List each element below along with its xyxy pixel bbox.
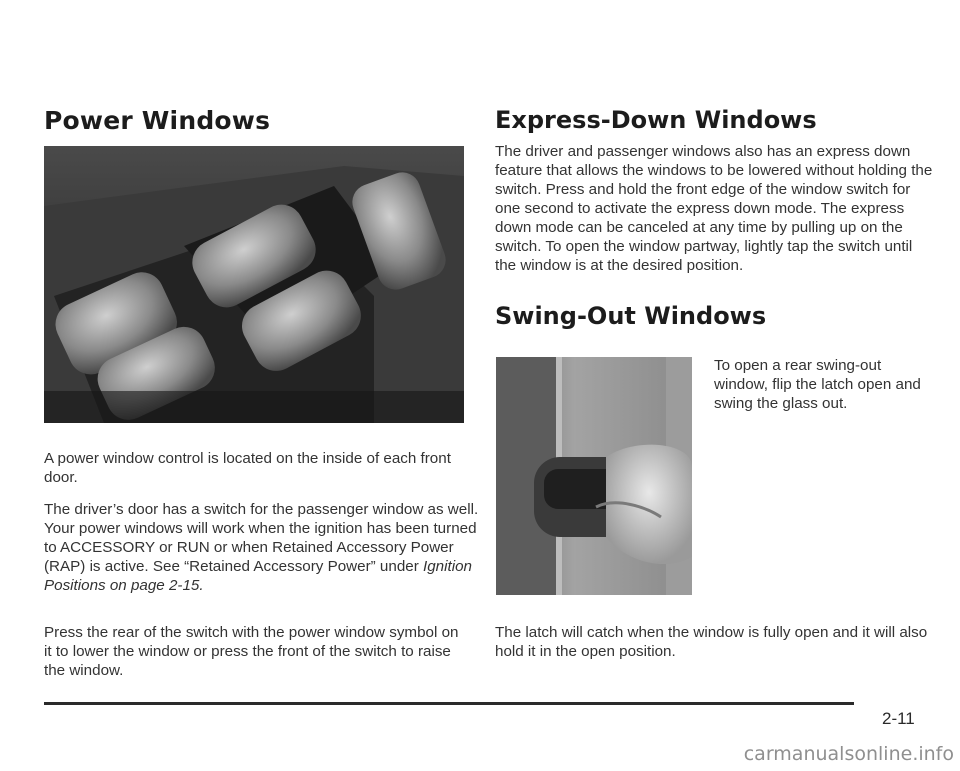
paragraph-swing-out-open: To open a rear swing-out window, flip the latch open and swing the glass out. xyxy=(714,357,921,412)
swing-out-latch-photo xyxy=(496,357,692,595)
paragraph-driver-switch xyxy=(44,500,484,595)
paragraph-express-down: The driver and passenger windows also has an express down feature that allows the windows to be lowered without holding the switch. Press and hold the front edge of the window switch for one second to activate the express down mode. The express down mode can be canceled at any time by pulling up on the switch. To open the window partway, lightly tap the switch until the window is at the desired position. xyxy=(495,143,933,274)
section-title-express-down: Express-Down Windows xyxy=(495,106,817,134)
site-watermark: carmanualsonline.info xyxy=(743,743,954,765)
power-window-switch-photo xyxy=(44,146,464,423)
footer-rule xyxy=(44,702,854,705)
section-title-power-windows: Power Windows xyxy=(44,106,271,135)
paragraph-driver-switch-text: The driver’s door has a switch for the passenger window as well. Your power windows will work when the ignition has been turned to ACCESSORY or RUN or when Retained Accessory Power (RAP) is active. See “Retained Accessory Power” under xyxy=(44,501,479,575)
section-title-swing-out: Swing-Out Windows xyxy=(495,302,767,330)
page-number: 2-11 xyxy=(882,709,915,728)
paragraph-switch-usage: Press the rear of the switch with the power window symbol on it to lower the window or press the front of the switch to raise the window. xyxy=(44,624,459,679)
cross-reference-ignition-positions: Ignition Positions on page 2-15. xyxy=(44,558,472,594)
paragraph-latch-hold: The latch will catch when the window is fully open and it will also hold it in the open position. xyxy=(495,624,928,660)
paragraph-control-location: A power window control is located on the inside of each front door. xyxy=(44,450,451,486)
